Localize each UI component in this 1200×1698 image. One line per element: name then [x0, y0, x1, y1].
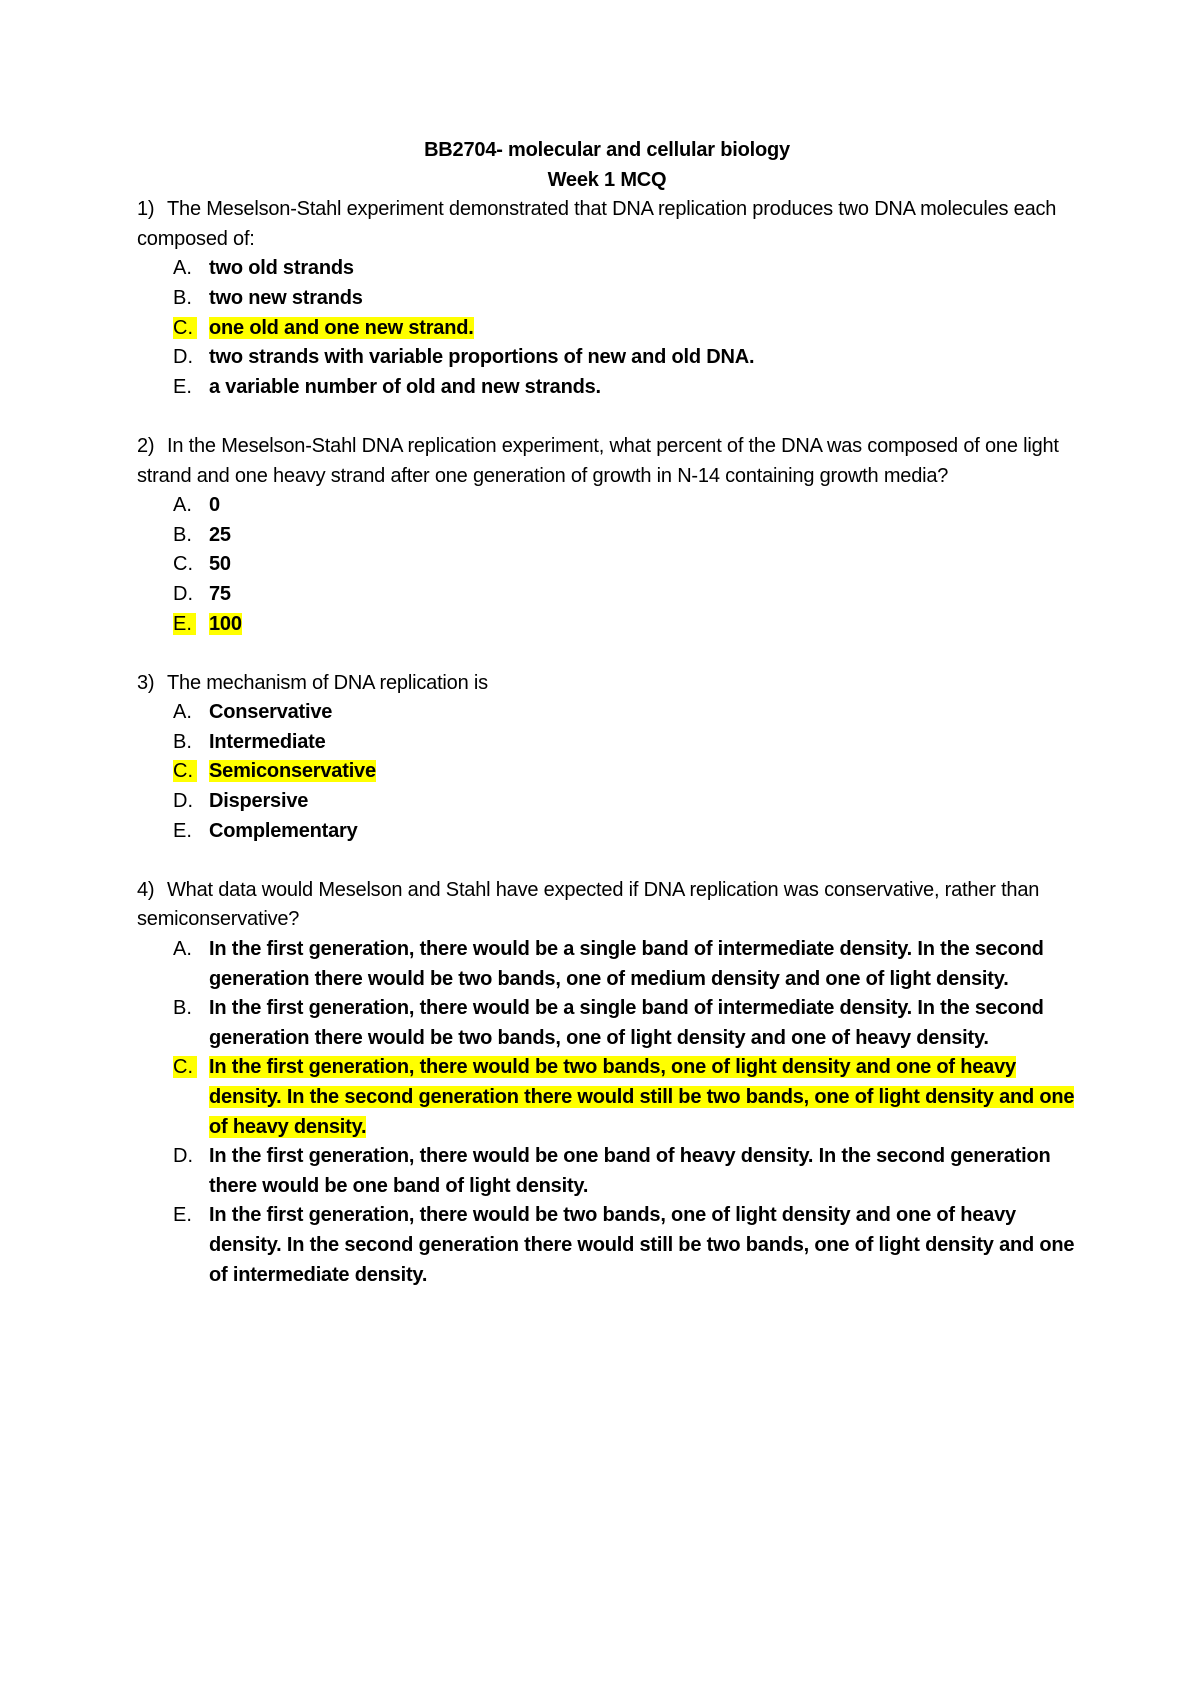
option-label: In the first generation, there would be a single band of intermediate density. In the second generation there would be two bands, one of light density and one of heavy density. — [209, 997, 1044, 1049]
option-text — [209, 994, 1077, 1053]
option-letter — [173, 284, 209, 314]
option-letter — [173, 728, 209, 758]
option-letter-label: E. — [173, 1204, 192, 1227]
option-letter-label: A. — [173, 938, 192, 961]
option-letter-label: B. — [173, 523, 192, 546]
option-e — [173, 817, 1077, 847]
option-d — [173, 580, 1077, 610]
question-stem — [137, 432, 1077, 491]
option-label: a variable number of old and new strands. — [209, 375, 601, 398]
option-letter-label: C. — [173, 553, 193, 576]
option-letter — [173, 610, 209, 640]
option-letter — [173, 254, 209, 284]
option-text — [209, 284, 1077, 314]
question-text: The mechanism of DNA replication is — [167, 671, 488, 694]
question-number: 3) — [137, 671, 155, 694]
option-text — [209, 787, 1077, 817]
option-label: In the first generation, there would be one band of heavy density. In the second generation there would be one band of light density. — [209, 1145, 1051, 1197]
option-d — [173, 343, 1077, 373]
question-text: The Meselson-Stahl experiment demonstrated that DNA replication produces two DNA molecules each composed of: — [137, 198, 1057, 250]
option-a — [173, 935, 1077, 994]
option-label: 0 — [209, 494, 220, 517]
option-letter-label: A. — [173, 494, 192, 517]
option-letter — [173, 521, 209, 551]
question-3 — [137, 669, 1077, 847]
question-text: What data would Meselson and Stahl have expected if DNA replication was conservative, rather than semiconservative? — [137, 878, 1040, 931]
option-letter-label: E. — [173, 819, 192, 842]
option-letter — [173, 994, 209, 1024]
highlighted-answer: Semiconservative — [209, 760, 376, 783]
option-list — [137, 491, 1077, 639]
option-label: 75 — [209, 582, 231, 605]
option-letter-label: B. — [173, 286, 192, 309]
option-text — [209, 1053, 1077, 1142]
option-letter-label: C. — [173, 317, 197, 339]
option-c-answer — [173, 757, 1077, 787]
option-label: Conservative — [209, 701, 333, 724]
option-c-answer — [173, 1053, 1077, 1142]
option-letter-label: A. — [173, 257, 192, 280]
option-text — [209, 757, 1077, 787]
option-letter — [173, 1142, 209, 1172]
option-label: 50 — [209, 553, 231, 576]
option-letter — [173, 757, 209, 787]
option-c — [173, 550, 1077, 580]
option-letter — [173, 698, 209, 728]
option-text — [209, 935, 1077, 994]
option-c-answer — [173, 314, 1077, 344]
option-label: Dispersive — [209, 790, 309, 813]
highlighted-answer: 100 — [209, 612, 242, 635]
option-text — [209, 1201, 1077, 1290]
option-text — [209, 254, 1077, 284]
option-e — [173, 1201, 1077, 1290]
option-text — [209, 728, 1077, 758]
option-text — [209, 817, 1077, 847]
option-letter-label: E. — [173, 375, 192, 398]
option-letter-label: D. — [173, 346, 193, 369]
question-2 — [137, 432, 1077, 639]
option-letter-label: B. — [173, 730, 192, 753]
question-stem — [137, 195, 1077, 254]
option-label: In the first generation, there would be two bands, one of light density and one of heavy density. In the second generation there would still be two bands, one of light density and one of intermediate density. — [209, 1204, 1075, 1286]
option-text — [209, 373, 1077, 403]
question-1 — [137, 195, 1077, 402]
option-label: Complementary — [209, 819, 358, 842]
option-label: two old strands — [209, 257, 354, 280]
option-letter-label: C. — [173, 1056, 197, 1078]
option-text — [209, 698, 1077, 728]
option-letter-label: A. — [173, 701, 192, 724]
document-title: BB2704- molecular and cellular biology — [424, 139, 790, 161]
option-list — [137, 698, 1077, 846]
option-text — [209, 1142, 1077, 1201]
option-a — [173, 254, 1077, 284]
option-letter-label: D. — [173, 790, 193, 813]
question-text: In the Meselson-Stahl DNA replication experiment, what percent of the DNA was composed of one light strand and one heavy strand after one generation of growth in N-14 containing growth media? — [137, 434, 1059, 487]
option-text — [209, 314, 1077, 344]
question-stem — [137, 876, 1077, 935]
question-number: 2) — [137, 434, 155, 457]
option-label: two strands with variable proportions of new and old DNA. — [209, 346, 755, 369]
option-e-answer — [173, 610, 1077, 640]
question-stem — [137, 669, 1077, 699]
option-letter-label: D. — [173, 1145, 193, 1168]
question-4 — [137, 876, 1077, 1290]
option-b — [173, 284, 1077, 314]
option-letter-label: B. — [173, 997, 192, 1020]
option-list — [137, 935, 1077, 1290]
option-letter — [173, 343, 209, 373]
option-text — [209, 550, 1077, 580]
option-e — [173, 373, 1077, 403]
option-text — [209, 343, 1077, 373]
question-number: 4) — [137, 878, 155, 901]
option-letter — [173, 935, 209, 965]
option-text — [209, 521, 1077, 551]
option-text — [209, 610, 1077, 640]
option-d — [173, 787, 1077, 817]
document-subtitle: Week 1 MCQ — [547, 168, 667, 191]
option-b — [173, 994, 1077, 1053]
question-number: 1) — [137, 198, 155, 221]
option-label: Intermediate — [209, 730, 326, 753]
option-b — [173, 728, 1077, 758]
option-letter-label: D. — [173, 582, 193, 605]
option-a — [173, 491, 1077, 521]
option-letter — [173, 580, 209, 610]
option-list — [137, 254, 1077, 402]
option-letter-label: E. — [173, 613, 196, 635]
option-letter — [173, 314, 209, 344]
option-label: In the first generation, there would be a single band of intermediate density. In the second generation there would be two bands, one of medium density and one of light density. — [209, 938, 1044, 990]
option-letter — [173, 787, 209, 817]
highlighted-answer: one old and one new strand. — [209, 316, 474, 339]
option-d — [173, 1142, 1077, 1201]
option-letter — [173, 1053, 209, 1083]
option-label: two new strands — [209, 286, 363, 309]
highlighted-answer: In the first generation, there would be two bands, one of light density and one of heavy density. In the second generation there would still be two bands, one of light density and one of heavy density. — [209, 1056, 1075, 1138]
option-letter — [173, 550, 209, 580]
option-a — [173, 698, 1077, 728]
option-text — [209, 580, 1077, 610]
option-text — [209, 491, 1077, 521]
option-letter — [173, 817, 209, 847]
option-label: 25 — [209, 523, 231, 546]
option-letter-label: C. — [173, 760, 197, 782]
option-letter — [173, 1201, 209, 1231]
document-page — [137, 136, 1077, 1290]
option-letter — [173, 373, 209, 403]
option-letter — [173, 491, 209, 521]
option-b — [173, 521, 1077, 551]
question-list — [137, 195, 1077, 1290]
